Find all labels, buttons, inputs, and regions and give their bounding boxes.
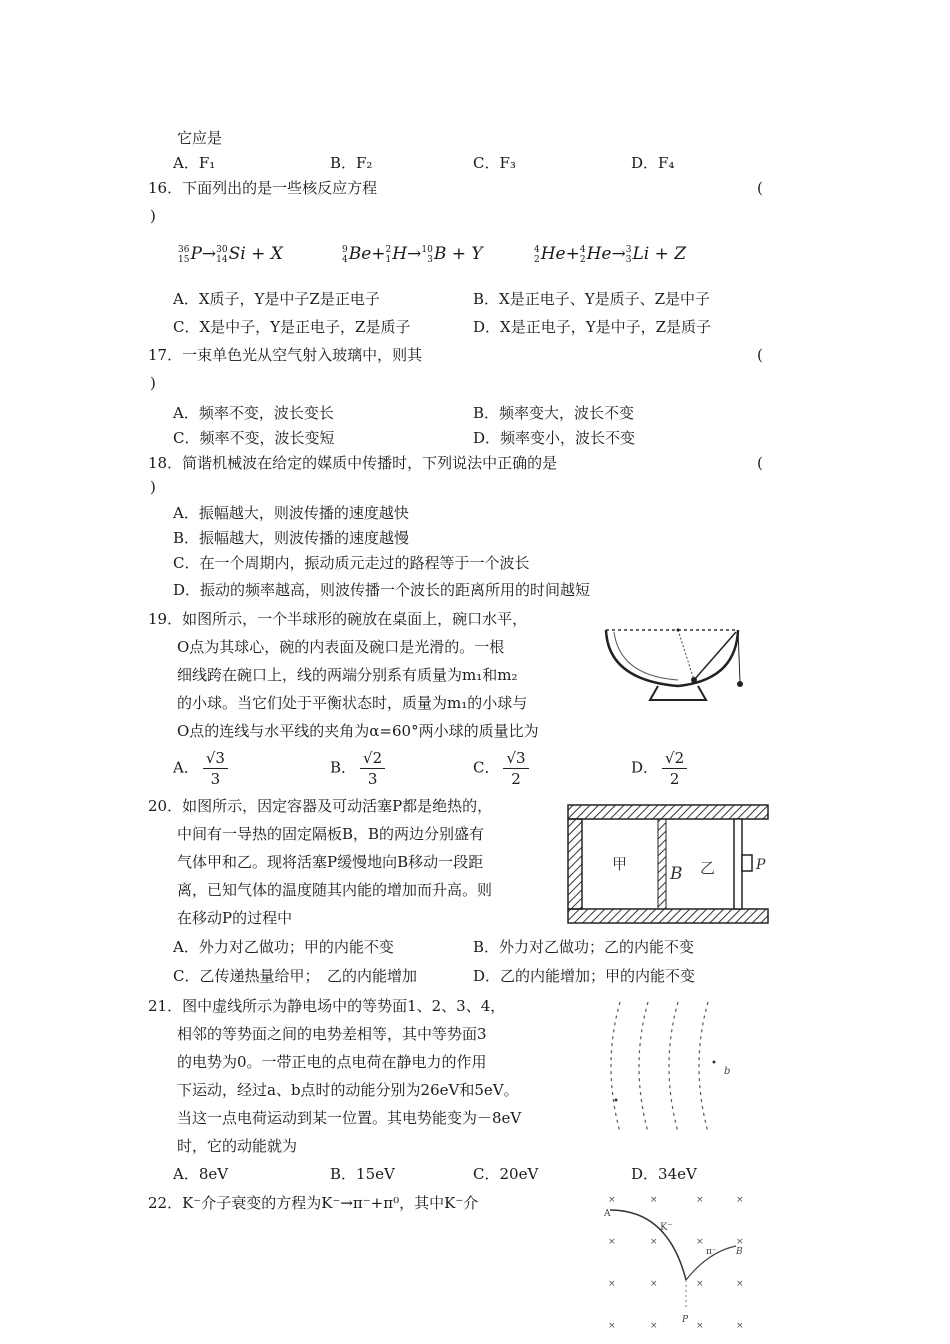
q18-paren-open: ( (757, 454, 763, 472)
q15-option-c: C．F₃ (473, 154, 516, 172)
q20-option-a: A．外力对乙做功；甲的内能不变 (173, 938, 394, 956)
q18-option-d: D．振动的频率越高，则波传播一个波长的距离所用的时间越短 (173, 581, 591, 599)
q15-option-d: D．F₄ (631, 154, 675, 172)
q21-point-b-label: b (724, 1066, 731, 1077)
q22-k-meson-label: K⁻ (660, 1222, 673, 1233)
q21-stem-line-5: 当这一点电荷运动到某一位置。其电势能变为－8eV (177, 1109, 522, 1127)
q18-paren-close: ) (150, 478, 156, 496)
q21-stem-line-3: 的电势为0。一带正电的点电荷在静电力的作用 (177, 1053, 487, 1071)
q19-stem-line-4: 的小球。当它们处于平衡状态时，质量为m₁的小球与 (177, 694, 528, 712)
svg-text:×: × (696, 1237, 704, 1247)
svg-text:×: × (696, 1321, 704, 1331)
q16-paren-close: ) (150, 207, 156, 225)
q16-stem: 16．下面列出的是一些核反应方程 (148, 179, 378, 197)
svg-text:×: × (650, 1279, 658, 1289)
q16-option-c: C．X是中子，Y是正电子，Z是质子 (173, 318, 411, 336)
q21-option-d: D．34eV (631, 1165, 697, 1183)
svg-text:×: × (650, 1237, 658, 1247)
svg-text:×: × (736, 1195, 744, 1205)
q16-option-d: D．X是正电子，Y是中子，Z是质子 (473, 318, 712, 336)
q15-option-b: B．F₂ (330, 154, 373, 172)
q22-point-b-label: B (736, 1247, 743, 1257)
q21-stem-line-4: 下运动，经过a、b点时的动能分别为26eV和5eV。 (177, 1081, 519, 1099)
q16-eq2-a-isotope: 9 4 (342, 244, 348, 265)
q21-stem-line-2: 相邻的等势面之间的电势差相等，其中等势面3 (177, 1025, 487, 1043)
q16-equation-2: 9 4Be+2 1H→10 3B + Y (342, 244, 483, 265)
q18-option-c: C．在一个周期内，振动质元走过的路程等于一个波长 (173, 554, 530, 572)
q19-stem-line-3: 细线跨在碗口上，线的两端分别系有质量为m₁和m₂ (177, 666, 518, 684)
q16-paren-open: ( (757, 179, 763, 197)
q19-option-c: C． $\frac{√3}{2}$ (473, 748, 529, 789)
q17-paren-open: ( (757, 346, 763, 364)
q22-pi-meson-label: π⁻ (706, 1247, 717, 1257)
q16-equation-3: 4 2He+4 2He→3 3Li + Z (534, 244, 687, 265)
q17-option-a: A．频率不变，波长变长 (173, 404, 334, 422)
q16-eq1-a-isotope: 36 15 (178, 244, 190, 265)
q21-stem-line-6: 时，它的动能就为 (177, 1137, 298, 1155)
q17-paren-close: ) (150, 374, 156, 392)
q18-option-b: B．振幅越大，则波传播的速度越慢 (173, 529, 410, 547)
q16-option-b: B．X是正电子、Y是质子、Z是中子 (473, 290, 711, 308)
q16-eq3-c-isotope: 3 3 (625, 244, 632, 265)
q21-stem-line-1: 21．图中虚线所示为静电场中的等势面1、2、3、4， (148, 997, 506, 1015)
q20-piston-p-label: P (756, 857, 766, 873)
q16-eq3-a-isotope: 4 2 (534, 244, 540, 265)
q21-equipotential-figure (598, 996, 738, 1136)
q18-stem: 18．简谐机械波在给定的媒质中传播时，下列说法中正确的是 (148, 454, 558, 472)
q20-option-b: B．外力对乙做功；乙的内能不变 (473, 938, 695, 956)
svg-text:×: × (650, 1195, 658, 1205)
q22-stem: 22．K⁻介子衰变的方程为K⁻→π⁻+π⁰，其中K⁻介 (148, 1194, 479, 1212)
svg-text:×: × (650, 1321, 658, 1331)
q18-option-a: A．振幅越大，则波传播的速度越快 (173, 504, 409, 522)
q16-option-a: A．X质子，Y是中子Z是正电子 (173, 290, 380, 308)
q20-stem-line-2: 中间有一导热的固定隔板B，B的两边分别盛有 (177, 825, 485, 843)
q21-option-a: A．8eV (173, 1165, 229, 1183)
q20-option-d: D．乙的内能增加；甲的内能不变 (473, 967, 696, 985)
q22-track-figure (598, 1190, 748, 1340)
svg-text:×: × (696, 1279, 704, 1289)
q20-stem-line-1: 20．如图所示，因定容器及可动活塞P都是绝热的， (148, 797, 493, 815)
svg-text:×: × (608, 1279, 616, 1289)
svg-text:×: × (736, 1321, 744, 1331)
svg-text:×: × (608, 1195, 616, 1205)
q19-stem-line-5: O点的连线与水平线的夹角为α=60°两小球的质量比为 (177, 722, 539, 740)
q19-option-a: A． $\frac{√3}{3}$ (173, 748, 228, 789)
svg-text:×: × (608, 1321, 616, 1331)
q20-option-c: C．乙传递热量给甲； 乙的内能增加 (173, 967, 417, 985)
q19-stem-line-1: 19．如图所示，一个半球形的碗放在桌面上，碗口水平， (148, 610, 528, 628)
q21-option-c: C．20eV (473, 1165, 539, 1183)
q20-container-figure (566, 803, 770, 925)
q17-option-c: C．频率不变，波长变短 (173, 429, 335, 447)
q16-eq3-b-isotope: 4 2 (579, 244, 586, 265)
q19-option-b: B． $\frac{√2}{3}$ (330, 748, 385, 789)
q20-stem-line-3: 气体甲和乙。现将活塞P缓慢地向B移动一段距 (177, 853, 484, 871)
q16-eq1-b-isotope: 30 14 (216, 244, 228, 265)
svg-text:×: × (736, 1279, 744, 1289)
q17-stem: 17．一束单色光从空气射入玻璃中，则其 (148, 346, 423, 364)
q17-option-d: D．频率变小，波长不变 (473, 429, 636, 447)
q16-equation-1: 36 15P→30 14Si + X (178, 244, 283, 265)
q20-stem-line-5: 在移动P的过程中 (177, 909, 293, 927)
q17-option-b: B．频率变大，波长不变 (473, 404, 635, 422)
q16-eq2-b-isotope: 2 1 (385, 244, 392, 265)
q19-option-d: D． $\frac{√2}{2}$ (631, 748, 687, 789)
q15-stem-continuation: 它应是 (177, 129, 223, 147)
q16-eq2-c-isotope: 10 3 (421, 244, 433, 265)
q22-point-p-label: P (682, 1315, 689, 1325)
q22-point-a-label: A (604, 1209, 611, 1219)
q20-gas-yi-label: 乙 (700, 859, 716, 877)
q20-partition-b-label: B (670, 864, 683, 884)
svg-text:×: × (696, 1195, 704, 1205)
svg-text:×: × (736, 1237, 744, 1247)
q19-stem-line-2: O点为其球心，碗的内表面及碗口是光滑的。一根 (177, 638, 505, 656)
svg-text:×: × (608, 1237, 616, 1247)
q19-bowl-figure (598, 618, 758, 710)
q20-stem-line-4: 离，已知气体的温度随其内能的增加而升高。则 (177, 881, 493, 899)
q21-option-b: B．15eV (330, 1165, 395, 1183)
q20-gas-jia-label: 甲 (612, 855, 628, 873)
q15-option-a: A．F₁ (173, 154, 216, 172)
